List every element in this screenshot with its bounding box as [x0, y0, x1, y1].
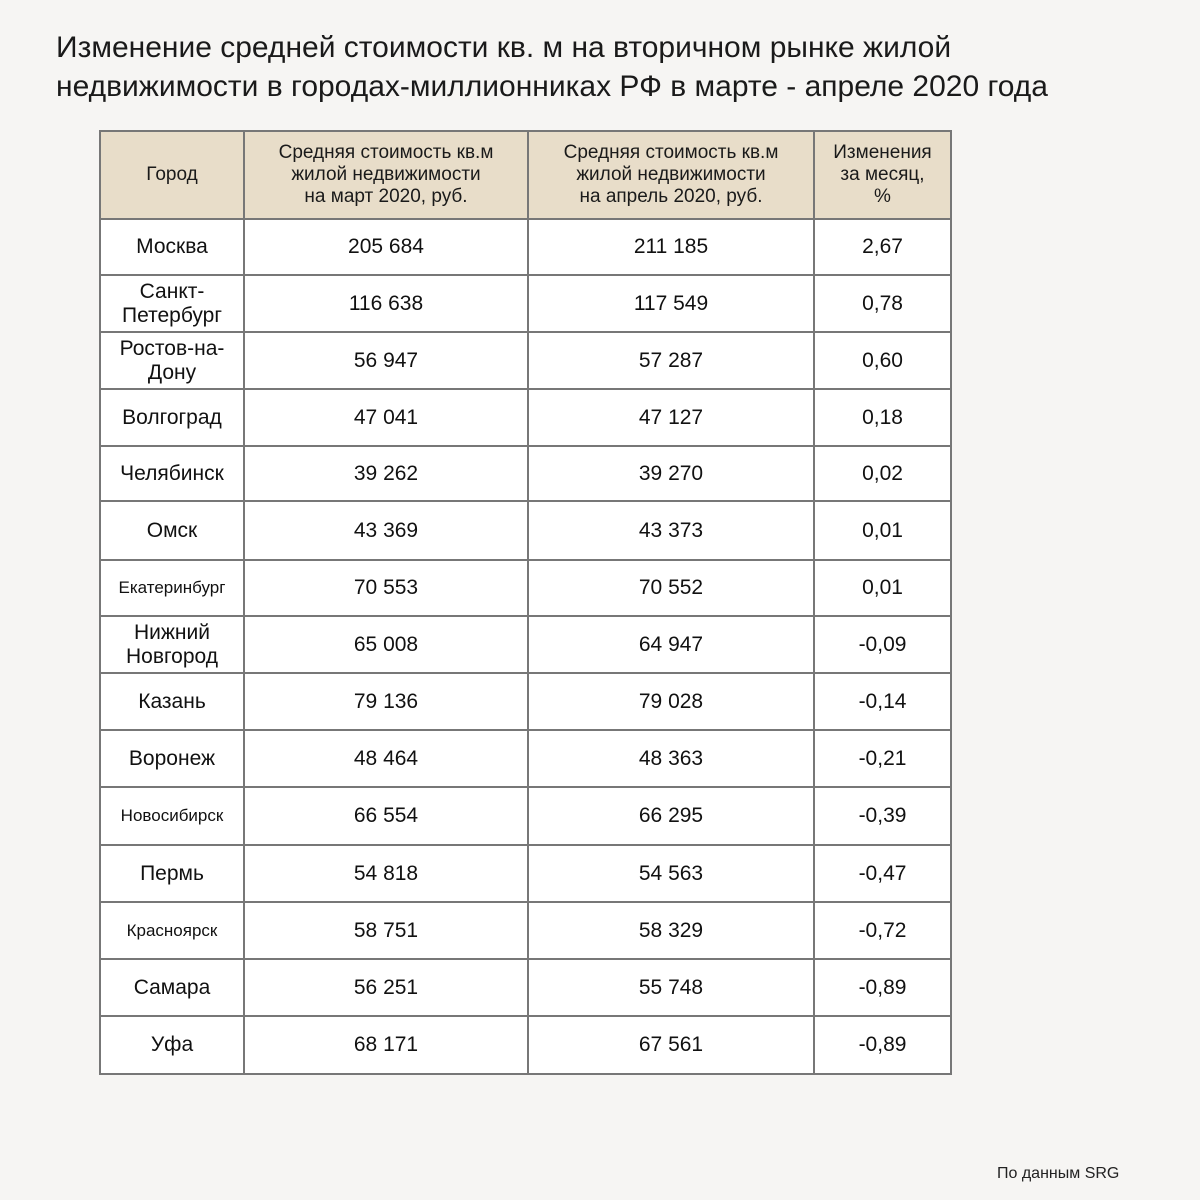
page-title [56, 28, 1166, 106]
city-line-1: Ростов-на- [119, 336, 225, 360]
city-cell: Пермь [100, 845, 244, 902]
april-price-cell: 58 329 [528, 902, 814, 959]
city-cell: Волгоград [100, 389, 244, 446]
march-price-cell: 54 818 [244, 845, 528, 902]
header-city: Город [100, 131, 244, 219]
city-cell: Казань [100, 673, 244, 730]
march-price-cell: 68 171 [244, 1016, 528, 1074]
march-price-cell: 205 684 [244, 219, 528, 275]
city-cell [100, 332, 244, 389]
table-row [100, 673, 951, 730]
city-cell: Челябинск [100, 446, 244, 501]
change-cell: 0,78 [814, 275, 951, 332]
city-cell: Екатеринбург [100, 560, 244, 616]
april-price-cell: 57 287 [528, 332, 814, 389]
march-price-cell: 56 947 [244, 332, 528, 389]
march-price-cell: 116 638 [244, 275, 528, 332]
city-cell: Уфа [100, 1016, 244, 1074]
april-price-cell: 48 363 [528, 730, 814, 787]
source-note: По данным SRG [997, 1165, 1120, 1182]
price-table [99, 130, 952, 1075]
header-march-line-2: жилой недвижимости [291, 164, 481, 185]
city-line-2: Петербург [122, 303, 222, 327]
city-line-1: Нижний [133, 620, 210, 644]
change-cell: -0,89 [814, 1016, 951, 1074]
april-price-cell: 211 185 [528, 219, 814, 275]
march-price-cell: 66 554 [244, 787, 528, 845]
table-row [100, 389, 951, 446]
april-price-cell: 79 028 [528, 673, 814, 730]
table-row [100, 275, 951, 332]
table-row [100, 560, 951, 616]
march-price-cell: 56 251 [244, 959, 528, 1016]
table-row [100, 787, 951, 845]
header-april-line-1: Средняя стоимость кв.м [563, 142, 779, 163]
table-row [100, 730, 951, 787]
header-march [244, 131, 528, 219]
table-row [100, 332, 951, 389]
header-change-line-2: за месяц, [840, 164, 925, 185]
april-price-cell: 64 947 [528, 616, 814, 673]
header-april [528, 131, 814, 219]
table-row [100, 446, 951, 501]
march-price-cell: 79 136 [244, 673, 528, 730]
change-cell: -0,21 [814, 730, 951, 787]
header-april-line-2: жилой недвижимости [576, 164, 766, 185]
header-row [100, 131, 951, 219]
change-cell: 0,01 [814, 501, 951, 560]
city-cell: Красноярск [100, 902, 244, 959]
change-cell: 2,67 [814, 219, 951, 275]
header-march-line-1: Средняя стоимость кв.м [278, 142, 494, 163]
city-cell [100, 616, 244, 673]
change-cell: 0,18 [814, 389, 951, 446]
title-line-2: недвижимости в городах-миллионниках РФ в марте - апреле 2020 года [56, 70, 1048, 103]
city-cell: Новосибирск [100, 787, 244, 845]
march-price-cell: 43 369 [244, 501, 528, 560]
april-price-cell: 43 373 [528, 501, 814, 560]
table-row [100, 959, 951, 1016]
table-row [100, 219, 951, 275]
april-price-cell: 54 563 [528, 845, 814, 902]
april-price-cell: 39 270 [528, 446, 814, 501]
header-change-line-3: % [874, 186, 891, 207]
city-line-2: Дону [147, 360, 197, 384]
march-price-cell: 39 262 [244, 446, 528, 501]
city-line-1: Санкт- [139, 279, 205, 303]
change-cell: -0,89 [814, 959, 951, 1016]
change-cell: -0,39 [814, 787, 951, 845]
table-row [100, 902, 951, 959]
table-row [100, 845, 951, 902]
april-price-cell: 47 127 [528, 389, 814, 446]
april-price-cell: 67 561 [528, 1016, 814, 1074]
change-cell: 0,01 [814, 560, 951, 616]
change-cell: -0,09 [814, 616, 951, 673]
city-line-2: Новгород [125, 644, 219, 668]
title-line-1: Изменение средней стоимости кв. м на вторичном рынке жилой [56, 31, 952, 64]
table-row [100, 501, 951, 560]
march-price-cell: 65 008 [244, 616, 528, 673]
header-march-line-3: на март 2020, руб. [304, 186, 468, 207]
april-price-cell: 117 549 [528, 275, 814, 332]
city-cell: Москва [100, 219, 244, 275]
april-price-cell: 66 295 [528, 787, 814, 845]
city-cell: Омск [100, 501, 244, 560]
change-cell: -0,47 [814, 845, 951, 902]
change-cell: -0,14 [814, 673, 951, 730]
table-row [100, 616, 951, 673]
city-cell: Воронеж [100, 730, 244, 787]
april-price-cell: 55 748 [528, 959, 814, 1016]
header-change-line-1: Изменения [833, 142, 932, 163]
march-price-cell: 47 041 [244, 389, 528, 446]
change-cell: 0,60 [814, 332, 951, 389]
header-april-line-3: на апрель 2020, руб. [579, 186, 763, 207]
city-cell [100, 275, 244, 332]
header-change [814, 131, 951, 219]
table-row [100, 1016, 951, 1074]
april-price-cell: 70 552 [528, 560, 814, 616]
march-price-cell: 48 464 [244, 730, 528, 787]
city-cell: Самара [100, 959, 244, 1016]
march-price-cell: 70 553 [244, 560, 528, 616]
change-cell: -0,72 [814, 902, 951, 959]
change-cell: 0,02 [814, 446, 951, 501]
march-price-cell: 58 751 [244, 902, 528, 959]
